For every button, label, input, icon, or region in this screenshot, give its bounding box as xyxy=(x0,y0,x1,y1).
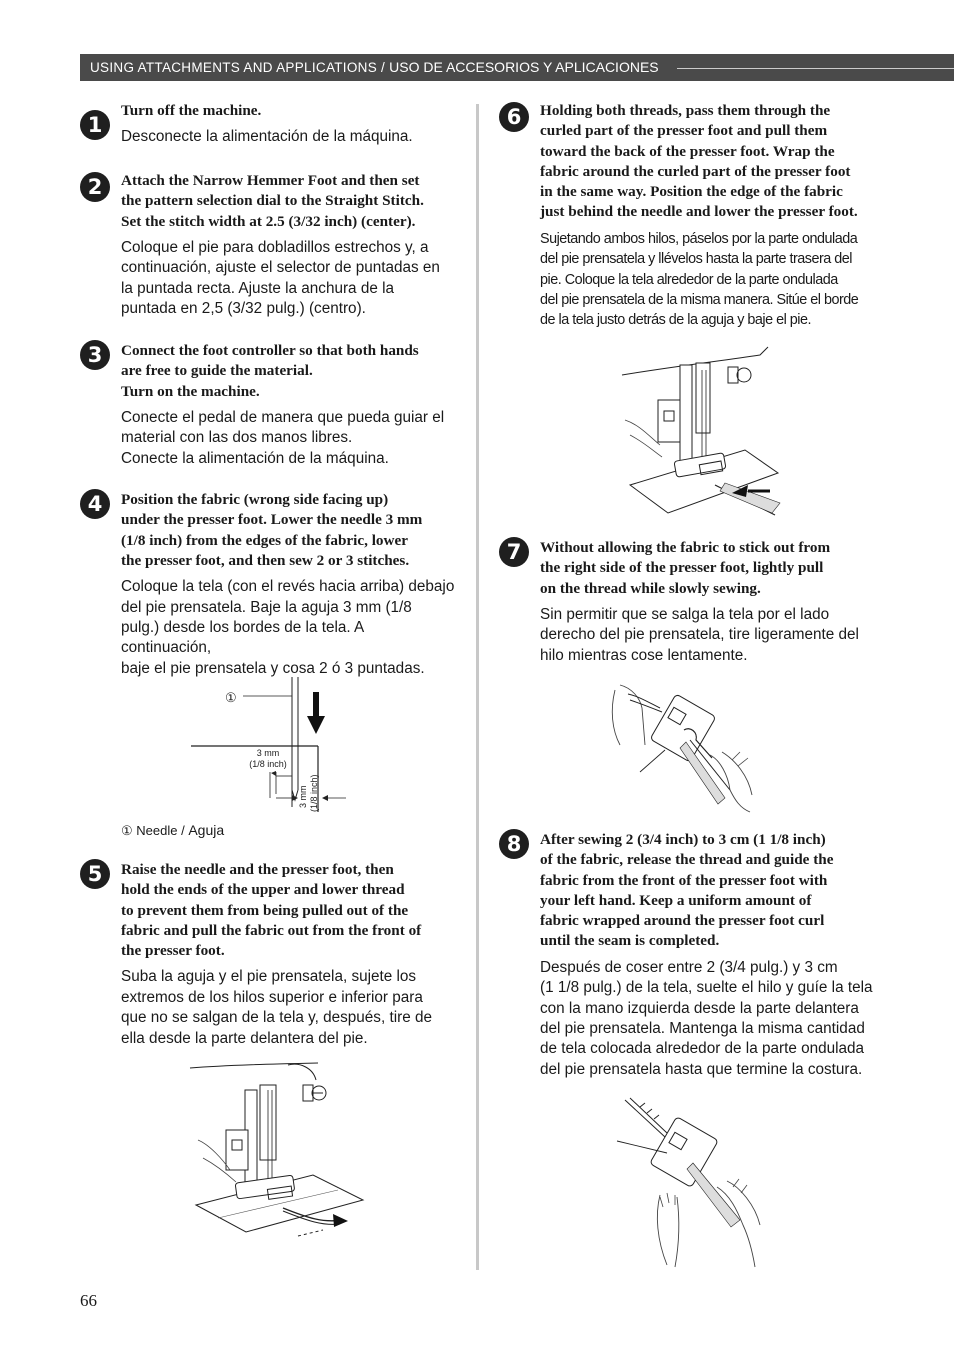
caption-es: Aguja xyxy=(188,822,225,838)
step-number-4: 4 xyxy=(80,489,110,519)
dim-horizontal-line1: 3 mm xyxy=(256,748,280,758)
caption-en: Needle / xyxy=(136,823,189,838)
step-6-en: Holding both threads, pass them through the curled part of the presser foot and pull them toward the back of the presser foot. Wrap the fabric around the curled part of the presser foot in the same way. Position the edge of the fabric just behind the needle and lower the presser foot. xyxy=(540,102,858,221)
step-2 xyxy=(80,170,456,340)
needle-callout: ① xyxy=(225,690,237,705)
section-header xyxy=(80,54,954,81)
step-5-es: Suba la aguja y el pie prensatela, sujete los extremos de los hilos superior e inferior para que no se salgan de la tela y, después, tire de ella desde la parte delantera del pie. xyxy=(121,968,432,1047)
step-1-es: Desconecte la alimentación de la máquina. xyxy=(121,128,413,146)
step-3-en: Connect the foot controller so that both hands are free to guide the material. Turn on the machine. xyxy=(121,342,419,400)
header-rule xyxy=(677,68,954,69)
sewing-machine-illustration-step5 xyxy=(188,1060,368,1250)
step-6-es: Sujetando ambos hilos, páselos por la parte ondulada del pie prensatela y llévelos hasta la parte trasera del pie. Coloque la tela alrededor de la parte ondulada del pie prensatela de la misma manera. Sitúe el borde de la tela justo detrás de la aguja y baje el pie. xyxy=(540,230,859,329)
step-number-8: 8 xyxy=(499,829,529,859)
sewing-machine-illustration-step6 xyxy=(620,345,790,520)
needle-caption xyxy=(121,822,224,839)
header-title-en: USING ATTACHMENTS AND APPLICATIONS / xyxy=(90,60,390,75)
dim-horizontal-line2: (1/8 inch) xyxy=(249,759,287,769)
step-7-en: Without allowing the fabric to stick out from the right side of the presser foot, lightly pull on the thread while slowly sewing. xyxy=(540,539,831,597)
step-3 xyxy=(80,340,456,489)
step-8 xyxy=(499,829,879,1080)
step-1 xyxy=(80,100,456,170)
presser-foot-illustration-step7 xyxy=(600,680,770,815)
presser-foot-illustration-step8 xyxy=(605,1095,775,1270)
column-divider xyxy=(476,104,479,1270)
step-4-en: Position the fabric (wrong side facing up) under the presser foot. Lower the needle 3 mm (1/8 inch) from the edges of the fabric, lower the presser foot, and then sew 2 or 3 stitches. xyxy=(121,491,423,569)
step-number-3: 3 xyxy=(80,340,110,370)
step-8-es: Después de coser entre 2 (3/4 pulg.) y 3 cm (1 1/8 pulg.) de la tela, suelte el hilo y guíe la tela con la mano izquierda desde la parte delantera del pie prensatela. Mantenga la misma cantidad de tela colocada alrededor de la parte ondulada del pie prensatela hasta que termine la costura. xyxy=(540,958,873,1078)
page-number: 66 xyxy=(80,1291,97,1310)
step-5 xyxy=(80,859,456,1049)
step-4-es: Coloque la tela (con el revés hacia arriba) debajo del pie prensatela. Baje la aguja 3 mm (1/8 pulg.) desde los bordes de la tela. A continuación, baje el pie prensatela y cosa 2 ó 3 puntadas. xyxy=(121,578,455,677)
step-2-en: Attach the Narrow Hemmer Foot and then set the pattern selection dial to the Straight Stitch. Set the stitch width at 2.5 (3/32 inch) (center). xyxy=(121,172,424,230)
left-column xyxy=(80,100,456,1049)
step-1-en: Turn off the machine. xyxy=(121,102,262,119)
step-number-2: 2 xyxy=(80,172,110,202)
step-3-es: Conecte el pedal de manera que pueda guiar el material con las dos manos libres. Conecte la alimentación de la máquina. xyxy=(121,408,445,467)
dim-vertical-line1: 3 mm xyxy=(298,785,308,808)
caption-marker: ① xyxy=(121,823,133,838)
step-number-6: 6 xyxy=(499,102,529,132)
needle-position-diagram xyxy=(188,672,358,822)
step-8-en: After sewing 2 (3/4 inch) to 3 cm (1 1/8 inch) of the fabric, release the thread and guide the fabric from the front of the presser foot with your left hand. Keep a uniform amount of fabric wrapped around the presser foot curl until the seam is completed. xyxy=(540,831,834,950)
step-5-en: Raise the needle and the presser foot, then hold the ends of the upper and lower thread to prevent them from being pulled out of the fabric and pull the fabric out from the front of the presser foot. xyxy=(121,861,422,960)
header-title-es: USO DE ACCESORIOS Y APLICACIONES xyxy=(389,59,659,75)
right-column xyxy=(499,100,879,1080)
step-7-es: Sin permitir que se salga la tela por el lado derecho del pie prensatela, tire ligeramente del hilo mientras cose lentamente. xyxy=(540,605,859,664)
step-number-7: 7 xyxy=(499,537,529,567)
step-number-1: 1 xyxy=(80,110,110,140)
step-number-5: 5 xyxy=(80,859,110,889)
step-2-es: Coloque el pie para dobladillos estrechos y, a continuación, ajuste el selector de puntadas en la puntada recta. Ajuste la anchura de la puntada en 2,5 (3/32 pulg.) (centro). xyxy=(121,238,440,318)
dim-vertical-line2: (1/8 inch) xyxy=(309,774,319,812)
